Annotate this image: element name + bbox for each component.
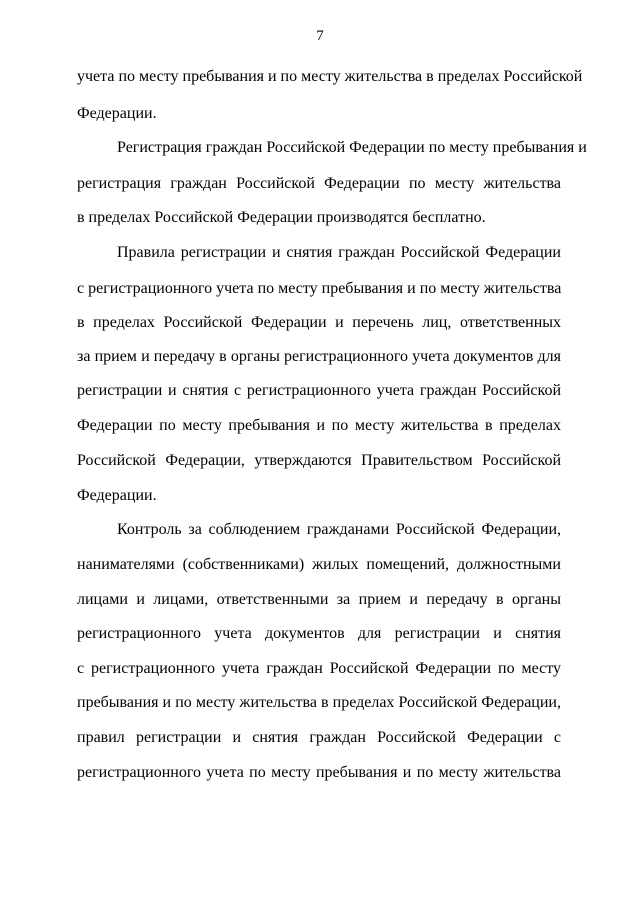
text-line: Российской Федерации, утверждаются Правительством Российской <box>77 452 561 469</box>
text-line: за прием и передачу в органы регистрационного учета документов для <box>77 348 561 365</box>
text-line: Контроль за соблюдением гражданами Российской Федерации, <box>117 521 561 538</box>
page-number: 7 <box>316 28 324 44</box>
text-line: Федерации. <box>77 487 157 504</box>
text-line: нанимателями (собственниками) жилых помещений, должностными <box>77 556 561 573</box>
text-line: в пределах Российской Федерации производятся бесплатно. <box>77 209 486 226</box>
text-line: регистрационного учета документов для регистрации и снятия <box>77 625 561 642</box>
text-line: Регистрация граждан Российской Федерации по месту пребывания и <box>117 139 587 156</box>
text-line: регистрации и снятия с регистрационного учета граждан Российской <box>77 382 561 399</box>
text-line: с регистрационного учета граждан Российской Федерации по месту <box>77 660 561 677</box>
text-line: лицами и лицами, ответственными за прием и передачу в органы <box>77 591 561 608</box>
text-line: с регистрационного учета по месту пребывания и по месту жительства <box>77 280 562 297</box>
text-line: пребывания и по месту жительства в пределах Российской Федерации, <box>77 694 561 711</box>
text-line: Федерации по месту пребывания и по месту жительства в пределах <box>77 417 561 434</box>
text-line: в пределах Российской Федерации и перечень лиц, ответственных <box>77 314 561 331</box>
text-line: учета по месту пребывания и по месту жительства в пределах Российской <box>77 68 583 85</box>
text-line: регистрационного учета по месту пребывания и по месту жительства <box>77 764 561 781</box>
text-line: регистрация граждан Российской Федерации по месту жительства <box>77 175 561 192</box>
text-line: Федерации. <box>77 105 157 122</box>
text-line: Правила регистрации и снятия граждан Российской Федерации <box>117 244 561 261</box>
text-line: правил регистрации и снятия граждан Российской Федерации с <box>77 729 561 746</box>
